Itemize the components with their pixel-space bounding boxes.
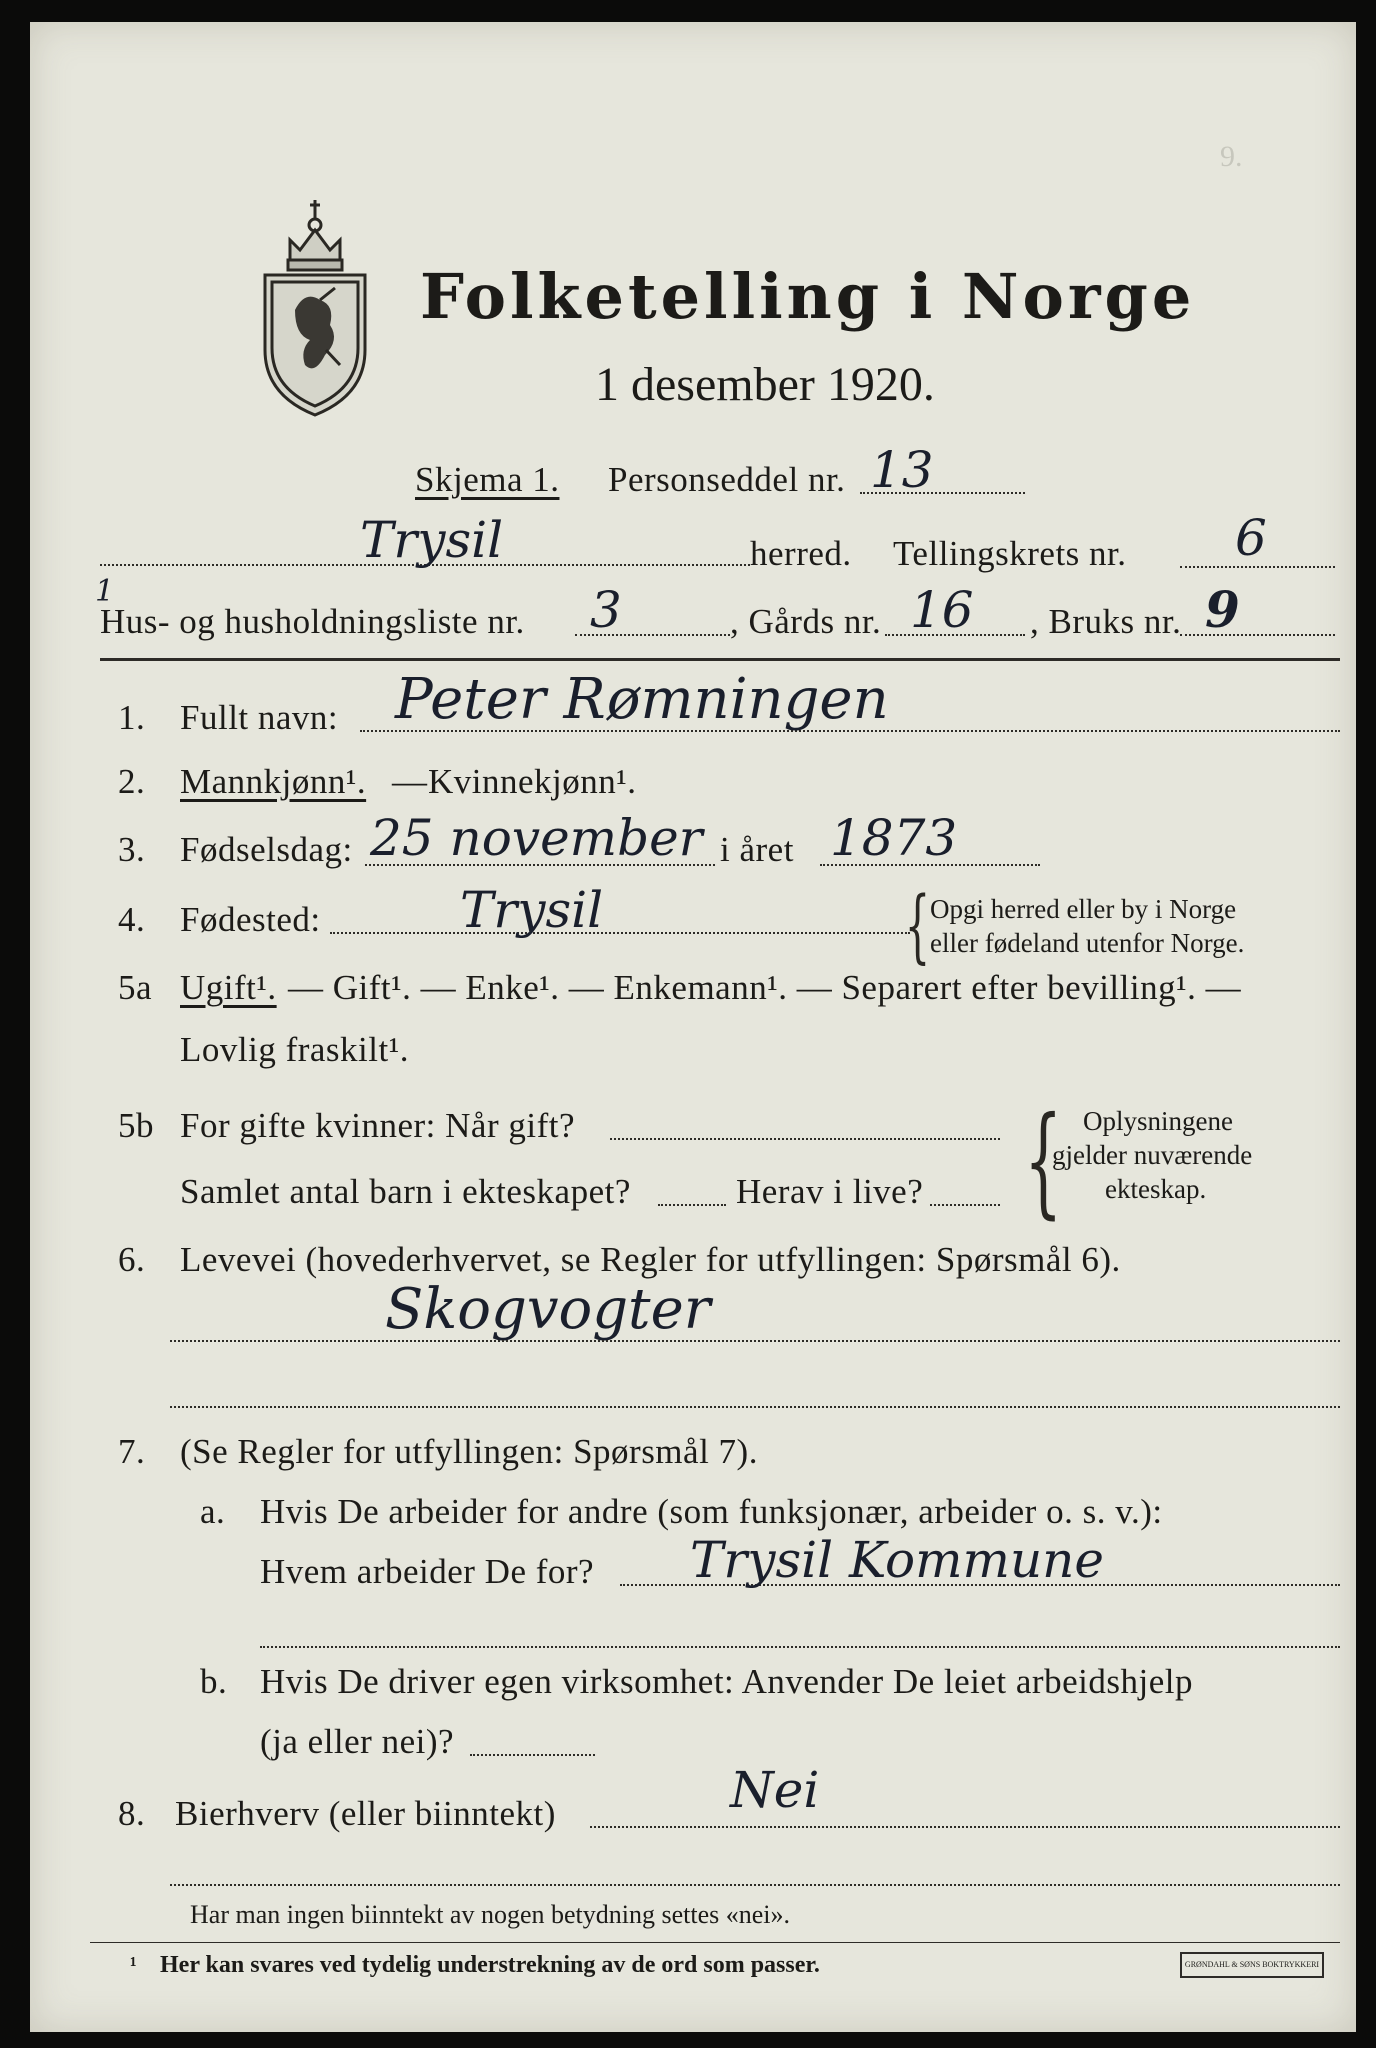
husliste-value: 3 bbox=[590, 581, 622, 639]
note-text: Har man ingen biinntekt av nogen betydning settes «nei». bbox=[190, 1900, 791, 1929]
q8-line bbox=[590, 1826, 1340, 1828]
norway-coat-of-arms-icon bbox=[260, 190, 370, 420]
q7a-letter: a. bbox=[200, 1492, 226, 1531]
tellingskrets-label: Tellingskrets nr. bbox=[893, 534, 1127, 573]
schema-label: Skjema 1. bbox=[415, 460, 560, 499]
q6-label: Levevei (hovederhvervet, se Regler for utfyllingen: Spørsmål 6). bbox=[180, 1240, 1121, 1279]
bruks-line bbox=[1180, 634, 1335, 636]
header-divider bbox=[100, 658, 1340, 661]
q1-number: 1. bbox=[118, 698, 146, 737]
q3-birth-year: 1873 bbox=[830, 809, 958, 867]
q5b-married-label: For gifte kvinner: Når gift? bbox=[180, 1106, 576, 1145]
tellingskrets-value: 6 bbox=[1235, 509, 1267, 567]
printer-stamp: GRØNDAHL & SØNS BOKTRYKKERI bbox=[1180, 1952, 1324, 1978]
q3-number: 3. bbox=[118, 830, 146, 869]
footnote-mark: ¹ bbox=[130, 1952, 137, 1977]
q7a-employer-label: Hvem arbeider De for? bbox=[260, 1552, 595, 1591]
q2-female-option: Kvinnekjønn¹. bbox=[428, 762, 637, 801]
q5a-lovlig-fraskilt: Lovlig fraskilt¹. bbox=[180, 1030, 409, 1069]
q2-male-option: Mannkjønn¹. bbox=[180, 762, 367, 801]
personseddel-value: 13 bbox=[870, 441, 934, 499]
q2-separator: — bbox=[392, 762, 428, 801]
q5a-number: 5a bbox=[118, 968, 153, 1007]
q7a-line2 bbox=[260, 1646, 1340, 1648]
gards-value: 16 bbox=[910, 581, 974, 639]
q5b-note-line1: Oplysningene bbox=[1083, 1106, 1233, 1136]
q8-line2 bbox=[170, 1884, 1340, 1886]
q4-brace: { bbox=[904, 879, 931, 972]
herred-value: Trysil bbox=[360, 511, 504, 569]
q4-note-line2: eller fødeland utenfor Norge. bbox=[930, 928, 1245, 958]
q5a-options: — Gift¹. — Enke¹. — Enkemann¹. — Separert efter bevilling¹. — bbox=[288, 968, 1242, 1007]
margin-mark: 1 bbox=[95, 574, 115, 609]
herred-label: herred. bbox=[750, 534, 852, 573]
q5a-ugift-option: Ugift¹. bbox=[180, 968, 277, 1007]
census-form-page bbox=[30, 22, 1356, 2032]
q6-line1 bbox=[170, 1340, 1340, 1342]
q6-number: 6. bbox=[118, 1240, 146, 1279]
bruks-label: , Bruks nr. bbox=[1030, 602, 1182, 641]
q3-year-label: i året bbox=[720, 830, 794, 869]
form-title: Folketelling i Norge bbox=[420, 260, 1196, 333]
q5b-alive-label: Herav i live? bbox=[736, 1172, 924, 1211]
q5b-children-line bbox=[658, 1204, 726, 1206]
q5b-married-line bbox=[610, 1138, 1000, 1140]
q4-number: 4. bbox=[118, 900, 146, 939]
q3-birthday: 25 november bbox=[370, 809, 703, 867]
q1-full-name: Peter Rømningen bbox=[395, 667, 889, 732]
q4-line bbox=[330, 932, 910, 934]
q8-number: 8. bbox=[118, 1794, 146, 1833]
q7a-question: Hvis De arbeider for andre (som funksjonær, arbeider o. s. v.): bbox=[260, 1492, 1163, 1531]
q8-label: Bierhverv (eller biinntekt) bbox=[175, 1794, 556, 1833]
q4-birthplace: Trysil bbox=[460, 881, 604, 939]
husliste-label: Hus- og husholdningsliste nr. bbox=[100, 602, 525, 641]
q4-label: Fødested: bbox=[180, 900, 321, 939]
q5b-children-label: Samlet antal barn i ekteskapet? bbox=[180, 1172, 631, 1211]
bleed-through-text: 9. bbox=[1220, 140, 1243, 173]
bruks-value: 9 bbox=[1205, 580, 1240, 639]
q7b-line bbox=[470, 1754, 595, 1756]
q5b-note-line2: gjelder nuværende bbox=[1052, 1140, 1253, 1170]
q8-value: Nei bbox=[730, 1761, 820, 1819]
q5b-alive-line bbox=[930, 1204, 1000, 1206]
census-date: 1 desember 1920. bbox=[595, 358, 935, 411]
q5b-number: 5b bbox=[118, 1106, 154, 1145]
q7b-yes-no-label: (ja eller nei)? bbox=[260, 1722, 455, 1761]
footnote-divider bbox=[90, 1942, 1340, 1943]
q7b-letter: b. bbox=[200, 1662, 228, 1701]
footnote-text: Her kan svares ved tydelig understrekning av de ord som passer. bbox=[160, 1952, 820, 1978]
q7b-question: Hvis De driver egen virksomhet: Anvender De leiet arbeidshjelp bbox=[260, 1662, 1193, 1701]
q5b-note-line3: ekteskap. bbox=[1105, 1174, 1207, 1204]
q7a-employer: Trysil Kommune bbox=[690, 1531, 1104, 1589]
q1-label: Fullt navn: bbox=[180, 698, 339, 737]
q4-note-line1: Opgi herred eller by i Norge bbox=[930, 894, 1237, 924]
q7-label: (Se Regler for utfyllingen: Spørsmål 7). bbox=[180, 1432, 758, 1471]
q6-line2 bbox=[170, 1406, 1340, 1408]
q7-number: 7. bbox=[118, 1432, 146, 1471]
q5b-brace: { bbox=[1024, 1092, 1063, 1231]
q3-label: Fødselsdag: bbox=[180, 830, 353, 869]
gards-label: , Gårds nr. bbox=[730, 602, 882, 641]
q6-occupation: Skogvogter bbox=[385, 1277, 711, 1342]
q2-number: 2. bbox=[118, 762, 146, 801]
personseddel-label: Personseddel nr. bbox=[608, 460, 846, 499]
